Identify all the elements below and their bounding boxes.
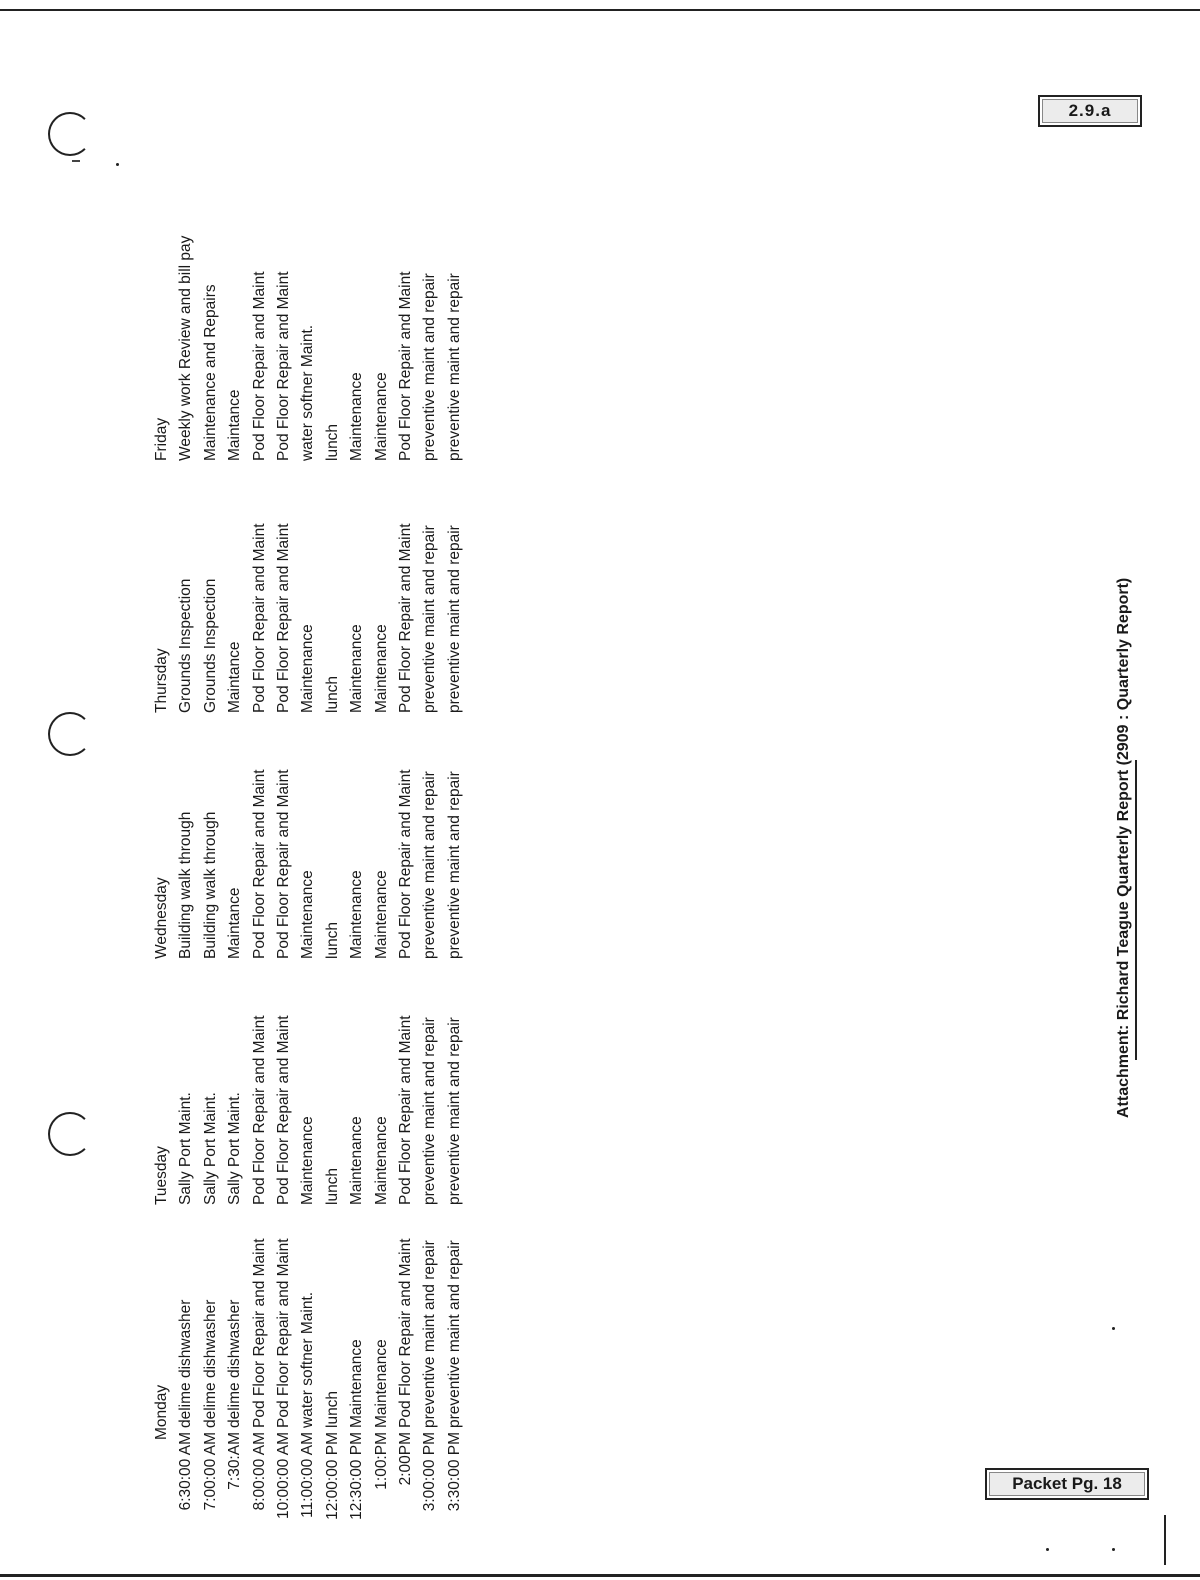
scan-mark — [1112, 1327, 1115, 1330]
task-cell: Pod Floor Repair and Maint — [250, 1238, 268, 1428]
table-row — [443, 959, 467, 1205]
table-row — [223, 959, 247, 1205]
column-header-friday: Friday — [153, 417, 170, 461]
task-cell: Building walk through — [177, 811, 195, 959]
scan-mark — [1112, 1548, 1115, 1551]
time-cell: 2:00PM — [396, 1432, 414, 1486]
table-row — [370, 959, 394, 1205]
task-cell: lunch — [323, 1167, 341, 1205]
punch-hole-top — [48, 112, 92, 156]
time-cell: 6:30:00 AM — [177, 1432, 195, 1511]
task-cell: Maintance — [226, 887, 244, 959]
table-row — [370, 713, 394, 959]
table-row — [272, 461, 296, 713]
column-header-wednesday: Wednesday — [153, 877, 170, 959]
table-row — [248, 171, 272, 461]
table-row — [418, 461, 442, 713]
task-cell: Pod Floor Repair and Maint — [396, 271, 414, 461]
table-row — [443, 461, 467, 713]
task-cell: Maintenance — [372, 1116, 390, 1205]
table-row — [199, 1205, 223, 1520]
table-row — [272, 171, 296, 461]
task-cell: Pod Floor Repair and Maint — [250, 523, 268, 713]
task-cell: Sally Port Maint. — [177, 1092, 195, 1205]
schedule-column-wednesday — [150, 713, 467, 959]
task-cell: Grounds Inspection — [201, 578, 219, 713]
task-cell: preventive maint and repair — [421, 525, 439, 713]
scan-mark — [116, 163, 119, 166]
table-row — [394, 959, 418, 1205]
table-row — [394, 1205, 418, 1520]
task-cell: lunch — [323, 1390, 341, 1428]
task-cell: Pod Floor Repair and Maint — [274, 769, 292, 959]
table-row — [174, 461, 198, 713]
table-row — [370, 171, 394, 461]
task-cell: water softner Maint. — [299, 324, 317, 461]
schedule-column-thursday — [150, 461, 467, 713]
task-cell: preventive maint and repair — [445, 771, 463, 959]
time-cell: 11:00:00 AM — [299, 1432, 317, 1518]
punch-hole-middle — [48, 712, 92, 756]
bottom-rule — [0, 1574, 1200, 1577]
table-row — [248, 461, 272, 713]
schedule-column-monday — [150, 1205, 467, 1520]
table-row — [296, 1205, 320, 1520]
table-row — [248, 959, 272, 1205]
punch-hole-bottom — [48, 1112, 92, 1156]
task-cell: Maintance — [226, 641, 244, 713]
task-cell: Maintenance — [299, 624, 317, 713]
column-header-thursday: Thursday — [153, 648, 170, 713]
table-row — [394, 171, 418, 461]
time-cell: 7:30:AM — [226, 1432, 244, 1490]
table-row — [199, 713, 223, 959]
table-row — [199, 461, 223, 713]
schedule-table — [150, 180, 467, 1520]
table-row — [296, 461, 320, 713]
table-row — [272, 1205, 296, 1520]
task-cell: Pod Floor Repair and Maint — [396, 769, 414, 959]
margin-rule — [1164, 1515, 1166, 1565]
table-row — [394, 461, 418, 713]
table-row — [248, 1205, 272, 1520]
table-row — [345, 959, 369, 1205]
task-cell: Pod Floor Repair and Maint — [396, 523, 414, 713]
task-cell: preventive maint and repair — [445, 525, 463, 713]
time-cell: 7:00:00 AM — [201, 1432, 219, 1511]
table-row — [248, 713, 272, 959]
task-cell: water softner Maint. — [299, 1291, 317, 1428]
packet-page-stamp: Packet Pg. 18 — [985, 1468, 1149, 1500]
task-cell: preventive maint and repair — [445, 1017, 463, 1205]
table-row — [272, 959, 296, 1205]
attachment-underline — [1135, 760, 1137, 1060]
task-cell: delime dishwasher — [201, 1299, 219, 1428]
table-row — [345, 171, 369, 461]
task-cell: Maintenance — [348, 372, 366, 461]
scan-mark — [72, 160, 80, 162]
table-row — [223, 171, 247, 461]
task-cell: preventive maint and repair — [421, 273, 439, 461]
table-row — [345, 1205, 369, 1520]
time-cell: 10:00:00 AM — [274, 1432, 292, 1520]
task-cell: Maintenance — [372, 1339, 390, 1428]
top-rule — [0, 9, 1200, 11]
column-header-tuesday: Tuesday — [153, 1146, 170, 1205]
task-cell: Building walk through — [201, 811, 219, 959]
schedule-sheet — [150, 180, 490, 1520]
table-row — [418, 959, 442, 1205]
task-cell: Maintance — [226, 389, 244, 461]
task-cell: Pod Floor Repair and Maint — [396, 1015, 414, 1205]
column-header-monday: Monday — [153, 1384, 170, 1440]
task-cell: Maintenance — [372, 372, 390, 461]
time-cell: 12:00:00 PM — [323, 1432, 341, 1520]
task-cell: preventive maint and repair — [421, 1017, 439, 1205]
table-row — [321, 1205, 345, 1520]
task-cell: Weekly work Review and bill pay — [177, 235, 195, 461]
task-cell: delime dishwasher — [177, 1299, 195, 1428]
task-cell: Pod Floor Repair and Maint — [250, 271, 268, 461]
table-row — [443, 171, 467, 461]
table-row — [418, 1205, 442, 1520]
task-cell: Maintenance — [348, 624, 366, 713]
table-row — [174, 713, 198, 959]
table-row — [321, 461, 345, 713]
task-cell: Maintenance — [372, 870, 390, 959]
table-row — [418, 713, 442, 959]
task-cell: preventive maint and repair — [445, 1240, 463, 1428]
table-row — [296, 171, 320, 461]
table-row — [370, 461, 394, 713]
task-cell: Pod Floor Repair and Maint — [250, 1015, 268, 1205]
table-row — [223, 461, 247, 713]
table-row — [345, 713, 369, 959]
table-row — [418, 171, 442, 461]
task-cell: Maintenance — [299, 870, 317, 959]
table-row — [174, 171, 198, 461]
table-row — [296, 959, 320, 1205]
time-cell: 3:30:00 PM — [445, 1432, 463, 1512]
table-row — [223, 1205, 247, 1520]
task-cell: Sally Port Maint. — [226, 1092, 244, 1205]
time-cell: 1:00:PM — [372, 1432, 390, 1490]
table-row — [223, 713, 247, 959]
table-row — [443, 1205, 467, 1520]
table-row — [199, 171, 223, 461]
table-row — [394, 713, 418, 959]
task-cell: preventive maint and repair — [421, 1240, 439, 1428]
scan-mark — [1046, 1548, 1049, 1551]
task-cell: Pod Floor Repair and Maint — [274, 1238, 292, 1428]
table-row — [321, 959, 345, 1205]
task-cell: Pod Floor Repair and Maint — [274, 1015, 292, 1205]
table-row — [321, 171, 345, 461]
task-cell: Maintenance — [348, 870, 366, 959]
task-cell: Pod Floor Repair and Maint — [396, 1238, 414, 1428]
task-cell: Maintenance and Repairs — [201, 284, 219, 461]
task-cell: Maintenance — [348, 1339, 366, 1428]
table-row — [174, 959, 198, 1205]
task-cell: Pod Floor Repair and Maint — [274, 523, 292, 713]
task-cell: Pod Floor Repair and Maint — [250, 769, 268, 959]
table-row — [296, 713, 320, 959]
time-cell: 3:00:00 PM — [421, 1432, 439, 1512]
table-row — [345, 461, 369, 713]
table-row — [272, 713, 296, 959]
task-cell: Pod Floor Repair and Maint — [274, 271, 292, 461]
item-number-stamp: 2.9.a — [1038, 95, 1142, 127]
task-cell: lunch — [323, 423, 341, 461]
task-cell: lunch — [323, 675, 341, 713]
task-cell: preventive maint and repair — [445, 273, 463, 461]
task-cell: Maintenance — [299, 1116, 317, 1205]
schedule-column-friday — [150, 171, 467, 461]
attachment-label: Attachment: Richard Teague Quarterly Report (2909 : Quarterly Report) — [1115, 577, 1132, 1118]
table-row — [174, 1205, 198, 1520]
schedule-column-tuesday — [150, 959, 467, 1205]
task-cell: Sally Port Maint. — [201, 1092, 219, 1205]
task-cell: preventive maint and repair — [421, 771, 439, 959]
task-cell: delime dishwasher — [226, 1299, 244, 1428]
task-cell: Maintenance — [348, 1116, 366, 1205]
table-row — [321, 713, 345, 959]
time-cell: 12:30:00 PM — [348, 1432, 366, 1520]
task-cell: lunch — [323, 921, 341, 959]
table-row — [443, 713, 467, 959]
table-row — [199, 959, 223, 1205]
task-cell: Maintenance — [372, 624, 390, 713]
time-cell: 8:00:00 AM — [250, 1432, 268, 1511]
table-row — [370, 1205, 394, 1520]
task-cell: Grounds Inspection — [177, 578, 195, 713]
